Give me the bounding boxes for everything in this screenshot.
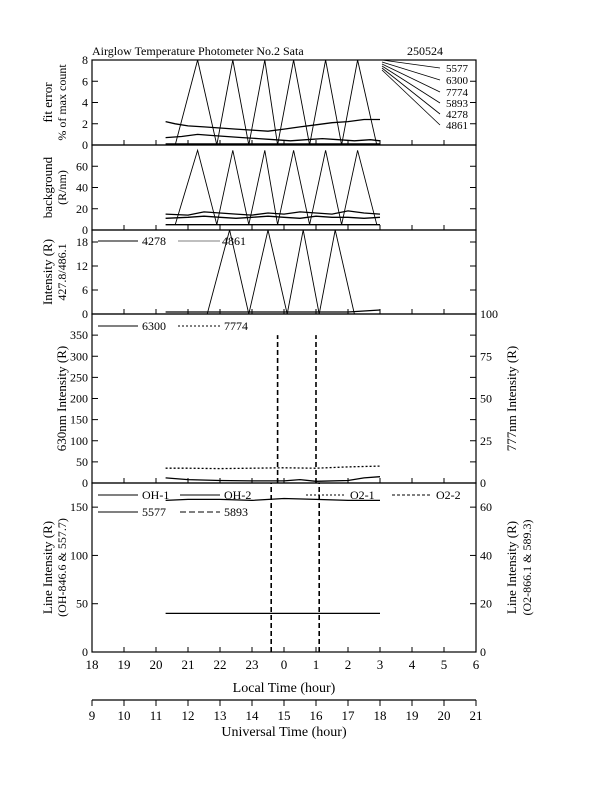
x-tick-label-local: 19 [117,657,131,672]
x-tick-label-ut: 11 [149,708,163,723]
y-tick-label: 18 [76,235,88,249]
y-tick-label: 2 [82,116,88,131]
y-axis-label-2: 427.8/486.1 [55,243,69,301]
y-tick-label: 0 [82,307,88,321]
y-tick-label: 250 [70,370,88,385]
date-code: 250524 [407,44,443,58]
y-tick-label: 0 [82,138,88,152]
y-tick-label: 4 [82,95,88,110]
x-tick-label-local: 6 [472,657,480,672]
series-bg-b [166,216,380,218]
y-axis-label: 630nm Intensity (R) [54,345,69,452]
x-tick-label-ut: 18 [373,708,387,723]
panel-background [40,145,476,237]
legend-leader [382,60,440,68]
legend-label: 5893 [224,505,248,519]
y2-tick-label: 50 [480,391,492,406]
x-tick-label-local: 4 [408,657,416,672]
y-tick-label: 300 [70,349,88,364]
series-7774 [166,466,380,469]
y-tick-label: 50 [76,454,88,469]
x-tick-label-local: 1 [312,657,320,672]
y-axis-label-2: % of max count [55,64,69,141]
y-axis-label: Intensity (R) [40,238,55,306]
legend-label: 5577 [446,63,468,75]
y-tick-label: 0 [82,645,88,659]
legend-label: 4278 [446,109,468,121]
x-tick-label-ut: 16 [309,708,323,723]
y-tick-label: 20 [76,201,88,216]
series-bg-a [166,211,380,215]
x-tick-label-local: 2 [344,657,352,672]
y-tick-label: 150 [70,500,88,515]
legend-label: 6300 [446,75,468,87]
x-axis-label-ut: Universal Time (hour) [221,725,347,740]
chart-title: Airglow Temperature Photometer No.2 Sata [92,44,304,58]
y-tick-label: 40 [76,180,88,195]
x-tick-label-local: 21 [181,657,195,672]
x-tick-label-ut: 21 [469,708,483,723]
series-triangle-artifacts [175,60,377,145]
x-tick-label-ut: 15 [277,708,291,723]
y2-tick-label: 25 [480,433,492,448]
legend-label: OH-2 [224,488,252,502]
y-axis-label: Line Intensity (R) [40,520,55,615]
panel-line-intensity [40,483,534,659]
y-tick-label: 0 [82,223,88,237]
x-tick-label-local: 18 [85,657,99,672]
y-tick-label: 100 [70,548,88,563]
panel-fit-error [40,53,476,152]
legend-label: 4278 [142,234,166,248]
x-tick-label-ut: 13 [213,708,227,723]
y-axis-label: background [40,156,55,219]
y-tick-label: 150 [70,412,88,427]
y2-tick-label: 0 [480,645,486,659]
x-tick-label-ut: 9 [88,708,96,723]
x-tick-label-ut: 17 [341,708,355,723]
y-axis-label-2: (OH-846.6 & 557.7) [55,518,69,617]
panels [40,53,534,659]
legend-leader [382,68,440,114]
series-5577 [166,120,380,132]
legend-label: 7774 [224,319,248,333]
legend-label: 5577 [142,505,166,519]
y-axis-label-right: 777nm Intensity (R) [504,345,519,452]
legend-label: 5893 [446,98,468,110]
x-tick-label-local: 5 [440,657,448,672]
x-tick-label-local: 0 [280,657,288,672]
y-tick-label: 50 [76,596,88,611]
panel-frame [92,314,476,483]
x-tick-label-local: 3 [376,657,384,672]
panel-intensity-4278-4861 [40,230,476,321]
y-tick-label: 200 [70,391,88,406]
y2-tick-label: 20 [480,596,492,611]
x-axes [86,657,483,740]
legend-leader [382,62,440,80]
y-tick-label: 6 [82,283,88,297]
y-tick-label: 100 [70,433,88,448]
y-axis-label: fit error [40,82,55,123]
y2-tick-label: 40 [480,548,492,563]
x-tick-label-local: 20 [149,657,163,672]
y2-tick-label: 0 [480,476,486,490]
x-tick-label-ut: 14 [245,708,259,723]
y-tick-label: 0 [82,476,88,490]
legend-label: 7774 [446,87,468,99]
y2-tick-label: 100 [480,307,498,321]
panel-630-777 [54,307,519,490]
panel-frame [92,60,476,145]
legend-label: O2-2 [436,488,461,502]
legend-label: 4861 [446,120,468,132]
y-tick-label: 6 [82,74,88,89]
y2-tick-label: 60 [480,500,492,515]
y-axis-label-right-2: (O2-866.1 & 589.3) [520,519,534,616]
legend-label: 6300 [142,319,166,333]
y2-tick-label: 75 [480,349,492,364]
x-tick-label-ut: 10 [117,708,131,723]
legend-label: 4861 [222,234,246,248]
y-tick-label: 60 [76,159,88,174]
x-tick-label-ut: 12 [181,708,195,723]
legend-label: OH-1 [142,488,170,502]
x-tick-label-ut: 19 [405,708,419,723]
legend-label: O2-1 [350,488,375,502]
x-axis-label-local: Local Time (hour) [232,681,336,696]
y-tick-label: 12 [76,259,88,273]
y-tick-label: 8 [82,53,88,67]
series-5577 [166,499,380,501]
x-tick-label-ut: 20 [437,708,451,723]
y-axis-label-right: Line Intensity (R) [504,520,519,615]
series-6300 [166,134,380,140]
x-tick-label-local: 22 [213,657,227,672]
y-axis-label-2: (R/nm) [55,170,69,205]
y-tick-label: 350 [70,328,88,343]
x-tick-label-local: 23 [245,657,259,672]
series-triangle-artifacts [175,150,377,224]
